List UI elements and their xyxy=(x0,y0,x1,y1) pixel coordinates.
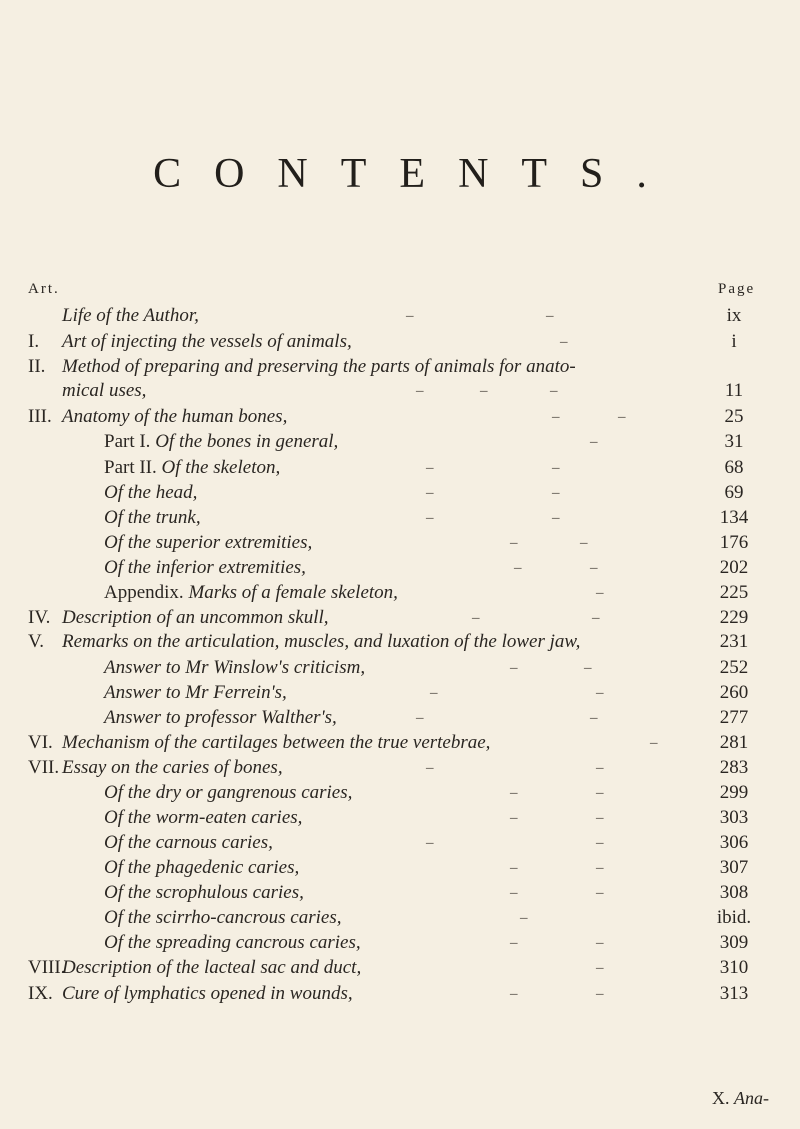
article-number: VII. xyxy=(28,757,60,778)
toc-entry xyxy=(0,831,800,855)
toc-entry xyxy=(0,706,800,730)
entry-text: Of the carnous caries, xyxy=(104,832,273,853)
leader-dash: – xyxy=(472,610,480,626)
page-number: 310 xyxy=(719,957,749,978)
leader-dash: – xyxy=(426,835,434,851)
page-number: 202 xyxy=(719,557,749,578)
toc-entry xyxy=(0,756,800,780)
toc-entry xyxy=(0,506,800,530)
leader-dash: – xyxy=(596,885,604,901)
leader-dash: – xyxy=(650,735,658,751)
toc-entry xyxy=(0,379,800,403)
leader-dash: – xyxy=(426,460,434,476)
page-number: 260 xyxy=(719,682,749,703)
entry-title xyxy=(62,379,146,403)
toc-entry xyxy=(0,681,800,705)
leader-dash: – xyxy=(406,308,414,324)
entry-text: Life of the Author, xyxy=(62,305,199,326)
toc-entry xyxy=(0,355,800,379)
toc-entry xyxy=(0,856,800,880)
toc-entry xyxy=(0,931,800,955)
leader-dash: – xyxy=(546,308,554,324)
catchword: Ana- xyxy=(734,1088,769,1108)
toc-entry xyxy=(0,806,800,830)
leader-dash: – xyxy=(596,585,604,601)
entry-title xyxy=(104,581,398,605)
page-number: 31 xyxy=(724,431,744,452)
entry-title xyxy=(104,931,361,955)
page-number: ix xyxy=(726,305,742,326)
entry-title xyxy=(62,304,199,328)
page-number: 229 xyxy=(719,607,749,628)
entry-prefix: Appendix. xyxy=(104,582,189,603)
page-number: i xyxy=(731,331,737,352)
entry-title xyxy=(62,405,287,429)
page-number: 11 xyxy=(724,380,744,401)
entry-title xyxy=(104,430,338,454)
entry-title xyxy=(104,456,280,480)
entry-title xyxy=(104,806,302,830)
leader-dash: – xyxy=(596,760,604,776)
page-number: 281 xyxy=(719,732,749,753)
leader-dash: – xyxy=(510,810,518,826)
leader-dash: – xyxy=(590,560,598,576)
leader-dash: – xyxy=(596,835,604,851)
page-number: 283 xyxy=(719,757,749,778)
leader-dash: – xyxy=(596,960,604,976)
entry-text: Of the spreading cancrous caries, xyxy=(104,932,361,953)
toc-entry xyxy=(0,606,800,630)
entry-text: Of the scrophulous caries, xyxy=(104,882,304,903)
leader-dash: – xyxy=(590,710,598,726)
entry-title xyxy=(104,706,337,730)
leader-dash: – xyxy=(618,409,626,425)
entry-prefix: Part I. xyxy=(104,431,156,452)
leader-dash: – xyxy=(426,485,434,501)
article-column-header: Art. xyxy=(28,281,60,297)
leader-dash: – xyxy=(416,710,424,726)
toc-entry xyxy=(0,630,800,654)
entry-text: Answer to Mr Ferrein's, xyxy=(104,682,287,703)
entry-text: Of the head, xyxy=(104,482,198,503)
entry-text: Of the skeleton, xyxy=(161,457,281,478)
leader-dash: – xyxy=(510,785,518,801)
entry-text: Anatomy of the human bones, xyxy=(62,406,288,427)
page-number: 225 xyxy=(719,582,749,603)
entry-text: Of the trunk, xyxy=(104,507,201,528)
entry-title xyxy=(104,656,365,680)
leader-dash: – xyxy=(596,785,604,801)
entry-text: Of the inferior extremities, xyxy=(104,557,306,578)
toc-entry xyxy=(0,556,800,580)
leader-dash: – xyxy=(596,860,604,876)
entry-text: Answer to professor Walther's, xyxy=(104,707,337,728)
toc-entry xyxy=(0,881,800,905)
entry-title xyxy=(62,330,352,354)
page-column-header: Page xyxy=(718,281,756,297)
signature-mark: X. xyxy=(712,1088,730,1108)
page-footer xyxy=(712,1088,769,1109)
entry-title xyxy=(104,781,352,805)
page-number: 231 xyxy=(719,631,749,652)
toc-entry xyxy=(0,330,800,354)
entry-title xyxy=(104,831,273,855)
page-number: 69 xyxy=(724,482,744,503)
entry-title xyxy=(104,506,201,530)
toc-entry xyxy=(0,456,800,480)
entry-text: Cure of lymphatics opened in wounds, xyxy=(62,983,353,1004)
leader-dash: – xyxy=(520,910,528,926)
entry-title xyxy=(104,556,306,580)
entry-text: Of the superior extremities, xyxy=(104,532,313,553)
toc-entry xyxy=(0,531,800,555)
leader-dash: – xyxy=(596,935,604,951)
toc-entry xyxy=(0,906,800,930)
leader-dash: – xyxy=(510,885,518,901)
entry-text: mical uses, xyxy=(62,380,147,401)
page-number: 303 xyxy=(719,807,749,828)
leader-dash: – xyxy=(514,560,522,576)
page-number: 25 xyxy=(724,406,744,427)
page-number: 299 xyxy=(719,782,749,803)
article-number: V. xyxy=(28,631,45,652)
entry-title xyxy=(104,906,341,930)
toc-entry xyxy=(0,304,800,328)
leader-dash: – xyxy=(552,460,560,476)
page-number: 68 xyxy=(724,457,744,478)
entry-text: Description of the lacteal sac and duct, xyxy=(62,957,362,978)
article-number: IV. xyxy=(28,607,51,628)
toc-entry xyxy=(0,656,800,680)
leader-dash: – xyxy=(596,810,604,826)
entry-text: Remarks on the articulation, muscles, and luxation of the lower jaw, xyxy=(62,631,581,652)
page-number: 134 xyxy=(719,507,749,528)
leader-dash: – xyxy=(596,986,604,1002)
entry-text: Mechanism of the cartilages between the true vertebrae, xyxy=(62,732,491,753)
entry-text: Description of an uncommon skull, xyxy=(62,607,329,628)
leader-dash: – xyxy=(510,986,518,1002)
entry-text: Essay on the caries of bones, xyxy=(62,757,283,778)
entry-text: Answer to Mr Winslow's criticism, xyxy=(104,657,366,678)
leader-dash: – xyxy=(590,434,598,450)
entry-text: Of the phagedenic caries, xyxy=(104,857,300,878)
entry-text: Of the bones in general, xyxy=(155,431,339,452)
entry-text: Method of preparing and preserving the parts of animals for anato- xyxy=(62,356,576,377)
entry-text: Of the worm-eaten caries, xyxy=(104,807,303,828)
entry-title xyxy=(62,355,576,379)
entry-title xyxy=(62,982,353,1006)
leader-dash: – xyxy=(560,334,568,350)
toc-entry xyxy=(0,781,800,805)
article-number: II. xyxy=(28,356,46,377)
entry-text: Art of injecting the vessels of animals, xyxy=(62,331,352,352)
leader-dash: – xyxy=(584,660,592,676)
article-number: IX. xyxy=(28,983,53,1004)
toc-entry xyxy=(0,430,800,454)
page-number: 313 xyxy=(719,983,749,1004)
entry-title xyxy=(62,756,283,780)
leader-dash: – xyxy=(426,760,434,776)
article-number: I. xyxy=(28,331,40,352)
toc-entry xyxy=(0,731,800,755)
leader-dash: – xyxy=(426,510,434,526)
leader-dash: – xyxy=(416,383,424,399)
leader-dash: – xyxy=(552,485,560,501)
leader-dash: – xyxy=(596,685,604,701)
page-number: 308 xyxy=(719,882,749,903)
toc-entry xyxy=(0,581,800,605)
article-number: VI. xyxy=(28,732,53,753)
entry-title xyxy=(62,606,329,630)
leader-dash: – xyxy=(592,610,600,626)
entry-prefix: Part II. xyxy=(104,457,162,478)
leader-dash: – xyxy=(552,409,560,425)
article-number: VIII. xyxy=(28,957,66,978)
entry-title xyxy=(62,731,490,755)
entry-title xyxy=(104,481,197,505)
leader-dash: – xyxy=(552,510,560,526)
article-number: III. xyxy=(28,406,52,427)
leader-dash: – xyxy=(510,935,518,951)
entry-text: Of the dry or gangrenous caries, xyxy=(104,782,353,803)
toc-entry xyxy=(0,956,800,980)
toc-entry xyxy=(0,982,800,1006)
page-number: 277 xyxy=(719,707,749,728)
page-number: 252 xyxy=(719,657,749,678)
page-number: 176 xyxy=(719,532,749,553)
leader-dash: – xyxy=(510,660,518,676)
entry-title xyxy=(62,630,580,654)
page-number: 309 xyxy=(719,932,749,953)
entry-title xyxy=(62,956,361,980)
toc-entry xyxy=(0,481,800,505)
entry-text: Of the scirrho-cancrous caries, xyxy=(104,907,342,928)
leader-dash: – xyxy=(430,685,438,701)
entry-title xyxy=(104,531,312,555)
page-number: ibid. xyxy=(716,907,752,928)
entry-text: Marks of a female skeleton, xyxy=(188,582,398,603)
entry-title xyxy=(104,881,304,905)
entry-title xyxy=(104,681,287,705)
leader-dash: – xyxy=(510,535,518,551)
leader-dash: – xyxy=(510,860,518,876)
leader-dash: – xyxy=(550,383,558,399)
entry-title xyxy=(104,856,299,880)
leader-dash: – xyxy=(480,383,488,399)
toc-entry xyxy=(0,405,800,429)
leader-dash: – xyxy=(580,535,588,551)
page-number: 306 xyxy=(719,832,749,853)
page-title: CONTENTS. xyxy=(153,151,680,197)
page-number: 307 xyxy=(719,857,749,878)
